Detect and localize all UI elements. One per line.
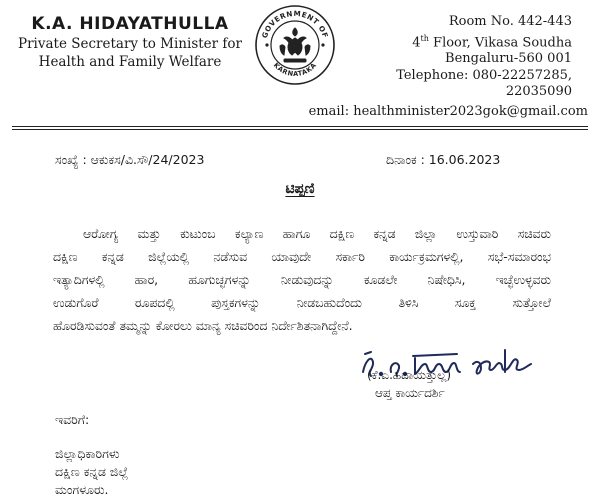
addressee-line: ಮಂಗಳೂರು.: [55, 482, 109, 497]
signatory-name: (ಕೆ.ಎ.ಹಿದಾಯತ್ತುಲ್ಲ): [367, 368, 452, 382]
body-line: ಆರೋಗ್ಯ ಮತ್ತು ಕುಟುಂಬ ಕಲ್ಯಾಣ ಹಾಗೂ ದಕ್ಷಿಣ ಕನ್ನಡ ಜಿಲ್ಲಾ ಉಸ್ತುವಾರಿ ಸಚಿವರು: [83, 226, 551, 241]
body-line: ಉಡುಗೊರೆ ರೂಪದಲ್ಲಿ ಪುಸ್ತಕಗಳನ್ನು ನೀಡಬಹುದೆಂದು ತಿಳಿಸಿ ಸೂಕ್ತ ಸುತ್ತೋಲೆ: [53, 295, 551, 310]
body-line: ಇತ್ಯಾದಿಗಳಲ್ಲಿ ಹಾರ, ಹೂಗುಚ್ಛಗಳನ್ನು ನೀಡುವುದನ್ನು ಕೂಡಲೇ ನಿಷೇಧಿಸಿ, ಇಚ್ಛೆಉಳ್ಳವರು: [53, 272, 551, 287]
addressee-line: ದಕ್ಷಿಣ ಕನ್ನಡ ಜಿಲ್ಲೆ: [55, 464, 129, 479]
body-line: ದಕ್ಷಿಣ ಕನ್ನಡ ಜಿಲ್ಲೆಯಲ್ಲಿ ನಡೆಸುವ ಯಾವುದೇ ಸರ್ಕಾರಿ ಕಾರ್ಯಕ್ರಮಗಳಲ್ಲಿ, ಸಭೆ-ಸಮಾರಂಭ: [53, 249, 551, 264]
email-address: email: healthminister2023gok@gmail.com: [308, 104, 588, 119]
sender-name: K.A. HIDAYATHULLA: [31, 14, 229, 34]
letterhead: [0, 0, 600, 140]
telephone-2: 22035090: [505, 84, 572, 100]
document-date: ದಿನಾಂಕ : 16.06.2023: [386, 152, 501, 167]
telephone: Telephone: 080-22257285,: [396, 67, 572, 83]
subject-text: ಟಿಪ್ಪಣಿ: [285, 181, 315, 197]
sender-role-line-1: Private Secretary to Minister for: [18, 36, 242, 52]
body-line: ಹೊರಡಿಸುವಂತೆ ತಮ್ಮನ್ನು ಕೋರಲು ಮಾನ್ಯ ಸಚಿವರಿಂದ ನಿರ್ದೇಶಿತನಾಗಿದ್ದೇನೆ.: [53, 318, 353, 333]
signatory-designation: ಆಪ್ತ ಕಾರ್ಯದರ್ಶಿ: [375, 386, 445, 400]
seal-text-top: GOVERNMENT OF: [259, 8, 331, 40]
body-paragraph: [53, 222, 551, 337]
reference-number: ಸಂಖ್ಯೆ : ಆಕುಕಸ/ವಿ.ಸೌ/24/2023: [55, 152, 205, 167]
sender-role-line-2: Health and Family Welfare: [38, 54, 222, 70]
letterhead-divider: [12, 126, 588, 127]
sender-block: [10, 14, 250, 71]
letterhead-divider-thin: [12, 129, 588, 130]
seal-text-bottom: KARNATAKA: [271, 61, 319, 79]
address-block: [312, 14, 572, 101]
room-number: Room No. 442-443: [448, 14, 572, 29]
recipient-label: ಇವರಿಗೆ:: [55, 412, 90, 427]
addressee-line: ಜಿಲ್ಲಾಧಿಕಾರಿಗಳು: [55, 446, 120, 461]
floor-building: 4th Floor, Vikasa Soudha: [412, 33, 572, 50]
document-subject: [0, 181, 600, 197]
city-pincode: Bengaluru-560 001: [445, 51, 572, 67]
